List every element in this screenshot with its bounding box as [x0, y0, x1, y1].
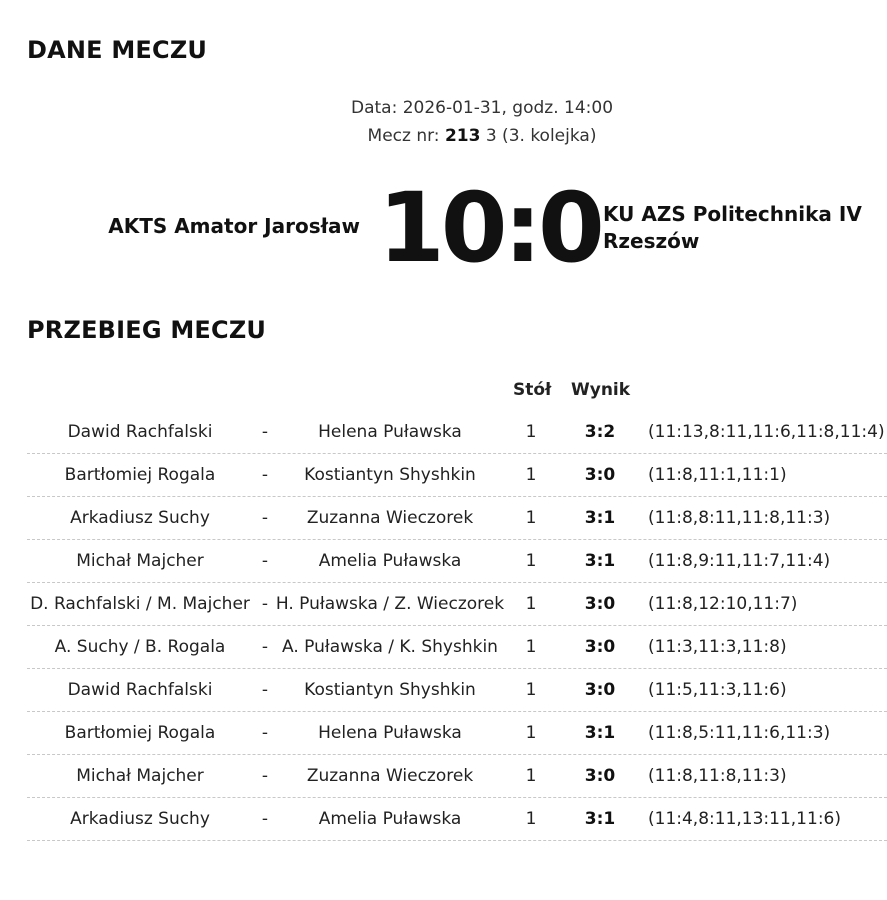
- home-player: Bartłomiej Rogala: [64, 465, 216, 485]
- match-score: 10:0: [378, 172, 601, 284]
- table-number: 1: [525, 594, 537, 614]
- separator: -: [261, 465, 269, 485]
- home-player: Michał Majcher: [76, 766, 204, 786]
- table-number: 1: [525, 723, 537, 743]
- table-number: 1: [525, 766, 537, 786]
- home-player: Bartłomiej Rogala: [64, 723, 216, 743]
- away-player: Zuzanna Wieczorek: [306, 766, 474, 786]
- separator: -: [261, 422, 269, 442]
- set-scores: (11:8,11:1,11:1): [648, 465, 787, 485]
- game-result: 3:0: [584, 594, 616, 614]
- match-number-label: Mecz nr:: [367, 126, 445, 146]
- home-player: Dawid Rachfalski: [67, 680, 213, 700]
- column-header-result: Wynik: [571, 380, 631, 400]
- set-scores: (11:8,12:10,11:7): [648, 594, 798, 614]
- table-row: [27, 669, 887, 712]
- table-number: 1: [525, 508, 537, 528]
- table-row: [27, 755, 887, 798]
- home-player: Arkadiusz Suchy: [70, 809, 210, 829]
- home-team-name: AKTS Amator Jarosław: [108, 214, 360, 238]
- away-player: Kostiantyn Shyshkin: [304, 680, 476, 700]
- home-player: Arkadiusz Suchy: [70, 508, 210, 528]
- game-result: 3:0: [584, 465, 616, 485]
- away-player: Amelia Puławska: [318, 809, 462, 829]
- separator: -: [261, 766, 269, 786]
- separator: -: [261, 723, 269, 743]
- table-number: 1: [525, 551, 537, 571]
- table-row: [27, 798, 887, 841]
- game-result: 3:1: [584, 809, 616, 829]
- game-result: 3:0: [584, 680, 616, 700]
- table-row: [27, 626, 887, 669]
- set-scores: (11:8,11:8,11:3): [648, 766, 787, 786]
- table-number: 1: [525, 680, 537, 700]
- separator: -: [261, 809, 269, 829]
- table-number: 1: [525, 422, 537, 442]
- away-player: Zuzanna Wieczorek: [306, 508, 474, 528]
- away-team-name: KU AZS Politechnika IV Rzeszów: [603, 202, 862, 253]
- match-number-value: 213: [444, 126, 481, 146]
- game-result: 3:1: [584, 508, 616, 528]
- table-number: 1: [525, 465, 537, 485]
- game-result: 3:0: [584, 637, 616, 657]
- set-scores: (11:8,8:11,11:8,11:3): [648, 508, 831, 528]
- table-number: 1: [525, 809, 537, 829]
- table-row: [27, 712, 887, 755]
- section-title-match-course: PRZEBIEG MECZU: [27, 316, 267, 344]
- table-row: [27, 583, 887, 626]
- separator: -: [261, 594, 269, 614]
- home-player: A. Suchy / B. Rogala: [54, 637, 226, 657]
- away-player: Helena Puławska: [318, 422, 462, 442]
- away-player: H. Puławska / Z. Wieczorek: [275, 594, 505, 614]
- separator: -: [261, 637, 269, 657]
- table-number: 1: [525, 637, 537, 657]
- home-player: Dawid Rachfalski: [67, 422, 213, 442]
- set-scores: (11:4,8:11,13:11,11:6): [648, 809, 841, 829]
- home-player: D. Rachfalski / M. Majcher: [30, 594, 250, 614]
- away-player: Helena Puławska: [318, 723, 462, 743]
- home-player: Michał Majcher: [76, 551, 204, 571]
- column-header-table: Stół: [513, 380, 552, 400]
- set-scores: (11:8,9:11,11:7,11:4): [648, 551, 831, 571]
- away-player: Kostiantyn Shyshkin: [304, 465, 476, 485]
- separator: -: [261, 508, 269, 528]
- set-scores: (11:13,8:11,11:6,11:8,11:4): [648, 422, 885, 442]
- set-scores: (11:3,11:3,11:8): [648, 637, 787, 657]
- match-date: Data: 2026-01-31, godz. 14:00: [350, 98, 614, 118]
- section-title-match-data: DANE MECZU: [27, 36, 208, 64]
- game-result: 3:2: [584, 422, 616, 442]
- table-row: [27, 411, 887, 454]
- away-player: A. Puławska / K. Shyshkin: [282, 637, 498, 657]
- match-number-suffix: 3 (3. kolejka): [480, 126, 597, 146]
- separator: -: [261, 680, 269, 700]
- set-scores: (11:8,5:11,11:6,11:3): [648, 723, 831, 743]
- table-row: [27, 540, 887, 583]
- games-table: [27, 411, 887, 841]
- game-result: 3:1: [584, 723, 616, 743]
- table-row: [27, 454, 887, 497]
- game-result: 3:1: [584, 551, 616, 571]
- set-scores: (11:5,11:3,11:6): [648, 680, 787, 700]
- match-number: [0, 126, 887, 146]
- away-player: Amelia Puławska: [318, 551, 462, 571]
- game-result: 3:0: [584, 766, 616, 786]
- separator: -: [261, 551, 269, 571]
- table-row: [27, 497, 887, 540]
